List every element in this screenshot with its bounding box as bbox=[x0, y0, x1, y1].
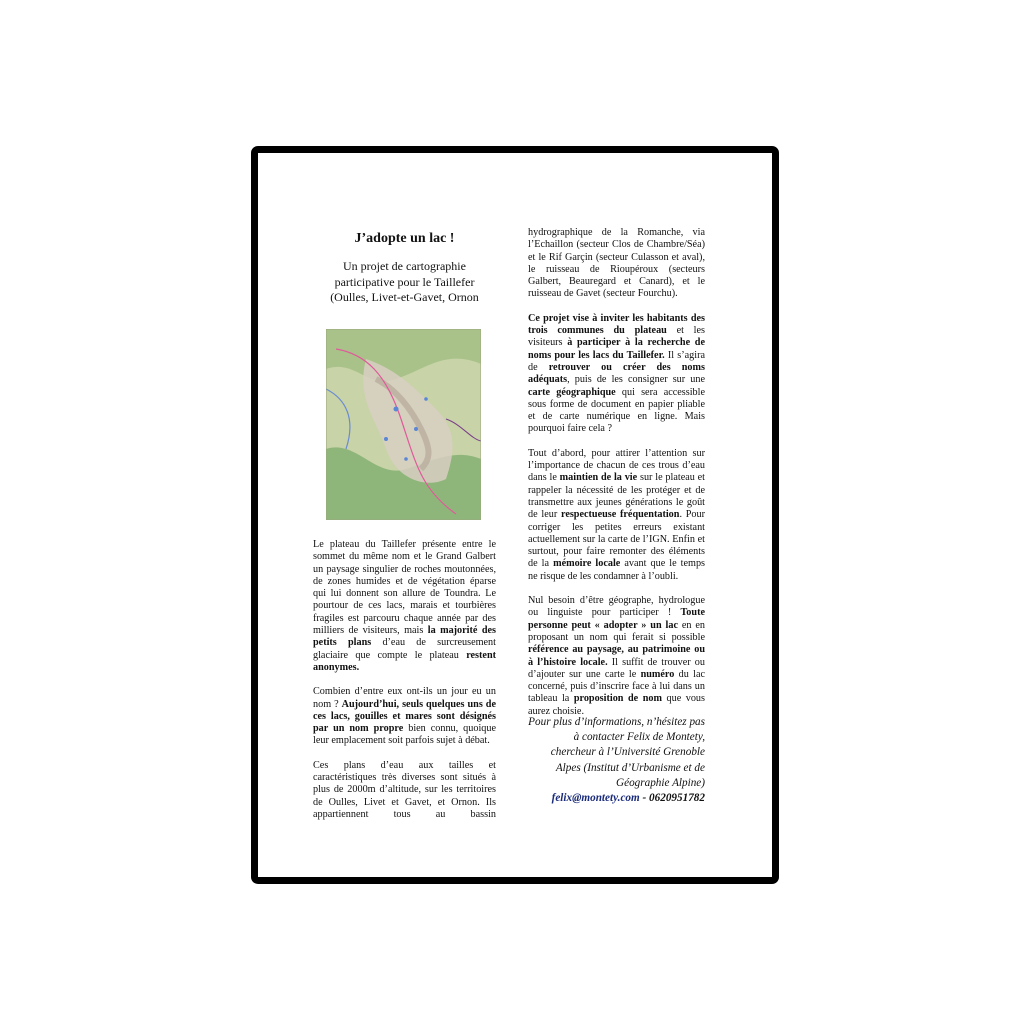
text-run: Combien d’entre eux ont-ils un jour eu un nom ? bbox=[313, 686, 496, 710]
text-run: hydrographique de la Romanche, via l’Echaillon (secteur Clos de Chambre/Séa) et le Rif Garçin (secteur Culasson et aval), le ruisseau de Rioupéroux (secteurs Galbert, Beauregard et Canard), et le ruisseau de Gavet (secteur Fourchu). bbox=[528, 227, 705, 300]
subtitle-line: participative pour le Taillefer bbox=[334, 274, 475, 289]
paragraph bbox=[313, 686, 496, 747]
bold-text: Ce projet vise à inviter les habitants des trois communes du plateau bbox=[528, 312, 705, 337]
text-run: , puis de les consigner sur une bbox=[567, 374, 705, 386]
text-run: que vous aurez choisie. bbox=[528, 693, 705, 717]
paragraph bbox=[528, 595, 705, 718]
text-run: du lac concerné, puis d’inscrire face à lui dans un tableau la bbox=[528, 668, 705, 705]
bold-text: numéro bbox=[640, 668, 675, 680]
text-run: Tout d’abord, pour attirer l’attention sur l’importance de chacun de ces trous d’eau dans le bbox=[528, 447, 705, 484]
text-run: Le plateau du Taillefer présente entre le sommet du même nom et le Grand Galbert un paysage singulier de roches moutonnées, de zones humides et de végétation éparse qui lui donnent son allure de Toundra. Le pourtour de ces lacs, marais et tourbières fragiles est parcouru chaque année par des milliers de visiteurs, mais bbox=[313, 539, 496, 637]
email-link[interactable]: felix@montety.com bbox=[551, 792, 640, 805]
bold-text: carte géographique bbox=[528, 386, 616, 398]
text-run: Il suffit de trouver ou d’ajouter sur une carte le bbox=[528, 656, 705, 680]
text-run: Il s’agira de bbox=[528, 349, 705, 373]
subtitle-line: (Oulles, Livet-et-Gavet, Ornon bbox=[330, 290, 479, 304]
left-body bbox=[313, 539, 496, 821]
text-run: qui sera accessible sous forme de document en papier pliable et de carte numérique en ligne. Mais pourquoi faire cela ? bbox=[528, 386, 705, 435]
contact-text: Pour plus d’informations, n’hésitez pas à contacter Felix de Montety, chercheur à l’Université Grenoble Alpes (Institut d’Urbanisme et de Géographie Alpine) bbox=[528, 716, 705, 789]
subtitle bbox=[313, 259, 496, 306]
bold-text: maintien de la vie bbox=[559, 472, 638, 484]
topographic-map-image bbox=[326, 329, 481, 520]
page-title: J’adopte un lac ! bbox=[354, 231, 455, 246]
text-run: sur le plateau et rappeler la nécessité de les protéger et de transmettre aux jeunes générations le goût de leur bbox=[528, 472, 706, 521]
bold-text: respectueuse fréquentation bbox=[560, 509, 680, 521]
subtitle-line: Un projet de cartographie bbox=[343, 259, 466, 273]
text-run: avant que le temps ne risque de les condamner à l’oubli. bbox=[528, 558, 706, 582]
bold-text: Aujourd’hui, seuls quelques uns de ces lacs, gouilles et mares sont désignés par un nom propre bbox=[313, 698, 496, 735]
bold-text: proposition de nom bbox=[573, 693, 662, 705]
text-run: Ces plans d’eau aux tailles et caractéristiques très diverses sont situés à plus de 2000m d’altitude, sur les territoires de Oulles, Livet et Gavet, et Ornon. Ils appartiennent tous au bassin bbox=[313, 759, 496, 820]
bold-text: restent anonymes. bbox=[313, 649, 496, 673]
paragraph bbox=[528, 448, 705, 583]
text-run: Nul besoin d’être géographe, hydrologue ou linguiste pour participer ! bbox=[528, 595, 705, 619]
bold-text: Toute personne peut « adopter » un lac bbox=[528, 607, 705, 631]
bold-text: référence au paysage, au patrimoine ou à l’histoire locale. bbox=[528, 644, 705, 668]
paragraph bbox=[528, 227, 705, 301]
contact-block bbox=[528, 715, 705, 806]
text-run: bien connu, quoique leur emplacement soit parfois sujet à débat. bbox=[313, 723, 496, 747]
paragraph bbox=[313, 760, 496, 821]
map-illustration bbox=[326, 329, 481, 520]
left-column bbox=[313, 230, 496, 306]
text-run: . Pour corriger les petites erreurs existant actuellement sur la carte de l’IGN. Enfin et surtout, pour faire remonter des éléments de la bbox=[528, 509, 705, 570]
text-run: d’eau de surcreusement glaciaire que compte le plateau bbox=[313, 637, 496, 661]
text-run: et les visiteurs bbox=[528, 325, 705, 349]
bold-text: la majorité des petits plans bbox=[313, 625, 496, 649]
bold-text: mémoire locale bbox=[553, 558, 621, 570]
phone-number: - 0620951782 bbox=[639, 792, 705, 805]
right-column bbox=[528, 227, 705, 718]
paragraph bbox=[313, 539, 496, 674]
paragraph bbox=[528, 313, 705, 436]
bold-text: à participer à la recherche de noms pour les lacs du Taillefer. bbox=[528, 337, 705, 361]
text-run: en en proposant un nom qui ferait si possible bbox=[528, 619, 706, 643]
bold-text: retrouver ou créer des noms adéquats bbox=[528, 361, 705, 386]
